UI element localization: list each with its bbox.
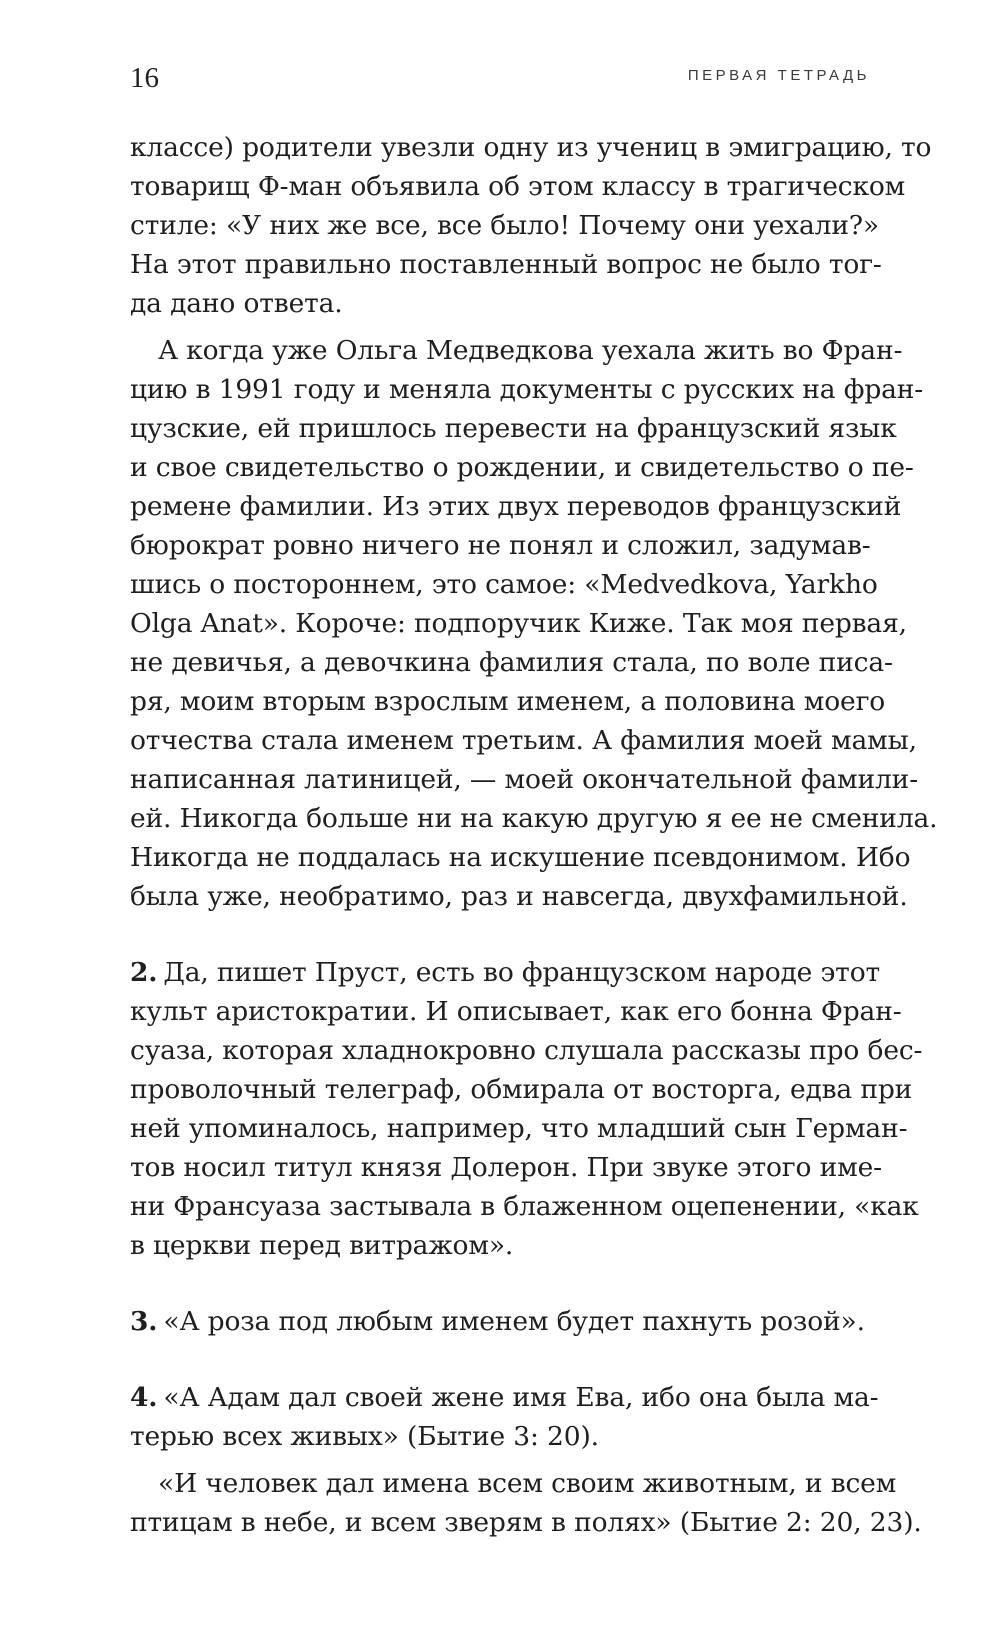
text-line: тов носил титул князя Долерон. При звуке этого име- bbox=[130, 1152, 882, 1183]
text-line: Olga Anat». Короче: подпоручик Киже. Так моя первая, bbox=[130, 608, 907, 639]
text-line: была уже, необратимо, раз и навсегда, двухфамильной. bbox=[130, 881, 908, 912]
text-line: написанная латиницей, — моей окончательной фамили- bbox=[130, 764, 918, 795]
text-line: шись о постороннем, это самое: «Medvedkova, Yarkho bbox=[130, 569, 878, 600]
text-line: ря, моим вторым взрослым именем, а половина моего bbox=[130, 686, 886, 717]
section-2-first-line bbox=[130, 953, 881, 992]
text-line: «А роза под любым именем будет пахнуть розой». bbox=[163, 1306, 865, 1337]
text-line: «А Адам дал своей жене имя Ева, ибо она была ма- bbox=[163, 1382, 879, 1413]
text-line: классе) родители увезли одну из учениц в эмиграцию, то bbox=[130, 132, 932, 163]
text-line: бюрократ ровно ничего не понял и сложил, задумав- bbox=[130, 530, 871, 561]
text-line: птицам в небе, и всем зверям в полях» (Бытие 2: 20, 23). bbox=[130, 1507, 922, 1538]
text-line: Никогда не поддалась на искушение псевдонимом. Ибо bbox=[130, 842, 911, 873]
text-line: ей. Никогда больше ни на какую другую я ее не сменила. bbox=[130, 803, 938, 834]
text-line: цузские, ей пришлось перевести на французский язык bbox=[130, 413, 897, 444]
text-line: в церкви перед витражом». bbox=[130, 1230, 514, 1261]
text-line: проволочный телеграф, обмирала от восторга, едва при bbox=[130, 1074, 913, 1105]
section-number: 2. bbox=[130, 957, 158, 988]
text-line: товарищ Ф-ман объявила об этом классу в трагическом bbox=[130, 171, 906, 202]
section-4-first-line bbox=[130, 1378, 879, 1417]
text-line: «И человек дал имена всем своим животным, и всем bbox=[158, 1468, 897, 1499]
text-line: культ аристократии. И описывает, как его бонна Фран- bbox=[130, 996, 902, 1027]
text-line: ней упоминалось, например, что младший сын Герман- bbox=[130, 1113, 908, 1144]
text-line: ни Франсуаза застывала в блаженном оцепенении, «как bbox=[130, 1191, 919, 1222]
section-number: 3. bbox=[130, 1306, 158, 1337]
section-number: 4. bbox=[130, 1382, 158, 1413]
running-head: ПЕРВАЯ ТЕТРАДЬ bbox=[687, 67, 870, 84]
page-number: 16 bbox=[130, 62, 159, 94]
text-line: Да, пишет Пруст, есть во французском народе этот bbox=[163, 957, 881, 988]
text-line: отчества стала именем третьим. А фамилия моей мамы, bbox=[130, 725, 917, 756]
text-line: стиле: «У них же все, все было! Почему они уехали?» bbox=[130, 210, 879, 241]
text-line: не девичья, а девочкина фамилия стала, по воле писа- bbox=[130, 647, 893, 678]
text-line: На этот правильно поставленный вопрос не было тог- bbox=[130, 249, 882, 280]
text-line: ремене фамилии. Из этих двух переводов французский bbox=[130, 491, 902, 522]
text-body bbox=[130, 128, 938, 1542]
text-line: А когда уже Ольга Медведкова уехала жить во Фран- bbox=[158, 335, 903, 366]
text-line: да дано ответа. bbox=[130, 288, 343, 319]
text-line: суаза, которая хладнокровно слушала рассказы про бес- bbox=[130, 1035, 923, 1066]
section-3-line bbox=[130, 1302, 870, 1341]
text-line: цию в 1991 году и меняла документы с русских на фран- bbox=[130, 374, 924, 405]
text-line: и свое свидетельство о рождении, и свидетельство о пе- bbox=[130, 452, 914, 483]
text-line: терью всех живых» (Бытие 3: 20). bbox=[130, 1421, 599, 1452]
